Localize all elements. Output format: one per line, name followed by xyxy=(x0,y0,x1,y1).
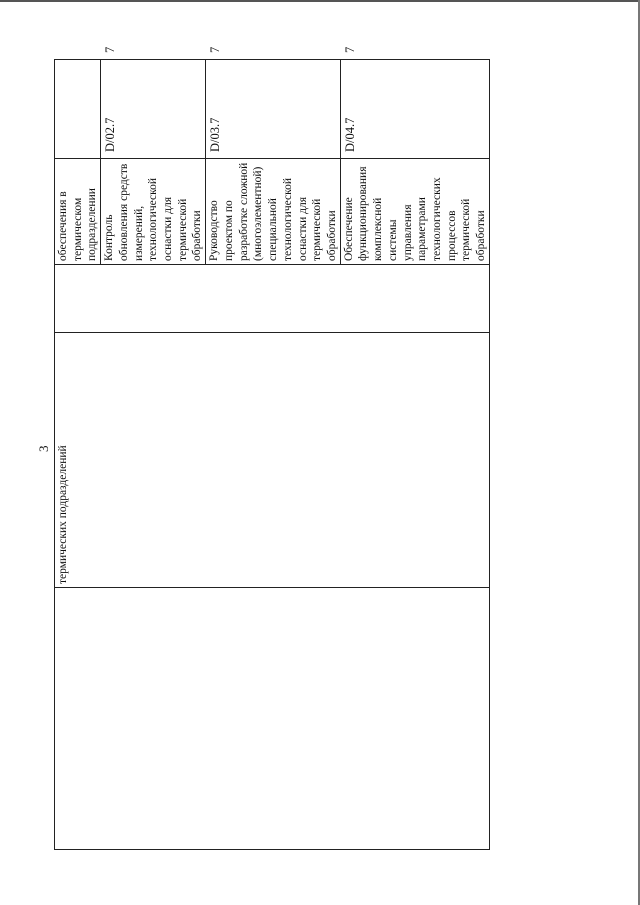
group-label-cell: термических подразделений xyxy=(55,333,490,588)
scan-edge-top xyxy=(0,0,640,2)
function-cell: Обеспечение функционирования комплексной системы управления параметрами технологических процессов термической обработки xyxy=(340,159,489,265)
function-table xyxy=(54,46,490,850)
code-cell: D/04.7 xyxy=(340,60,489,159)
table-row: Контроль обновления средств измерений, технологической оснастки для термической обработки D/02.7 7 xyxy=(101,60,206,850)
blank-cell xyxy=(55,265,490,333)
table-row: Обеспечение функционирования комплексной системы управления параметрами технологических процессов термической обработки D/04.7 7 xyxy=(340,60,489,850)
table-row-continuation xyxy=(55,60,101,850)
code-cell: D/03.7 xyxy=(206,60,340,159)
rotated-table-container xyxy=(54,46,488,850)
table-row: Руководство проектом по разработке сложной (многоэлементной) специальной технологической оснастки для термической обработки D/03.7 7 xyxy=(206,60,340,850)
blank-cell xyxy=(55,588,490,850)
function-cell: Контроль обновления средств измерений, технологической оснастки для термической обработки xyxy=(101,159,206,265)
function-cell: Руководство проектом по разработке сложной (многоэлементной) специальной технологической оснастки для термической обработки xyxy=(206,159,340,265)
code-cell: D/02.7 xyxy=(101,60,206,159)
continued-text-cell: обеспечения в термическом подразделении xyxy=(55,159,101,265)
page-number: 3 xyxy=(36,445,51,452)
blank-cell xyxy=(55,60,101,159)
